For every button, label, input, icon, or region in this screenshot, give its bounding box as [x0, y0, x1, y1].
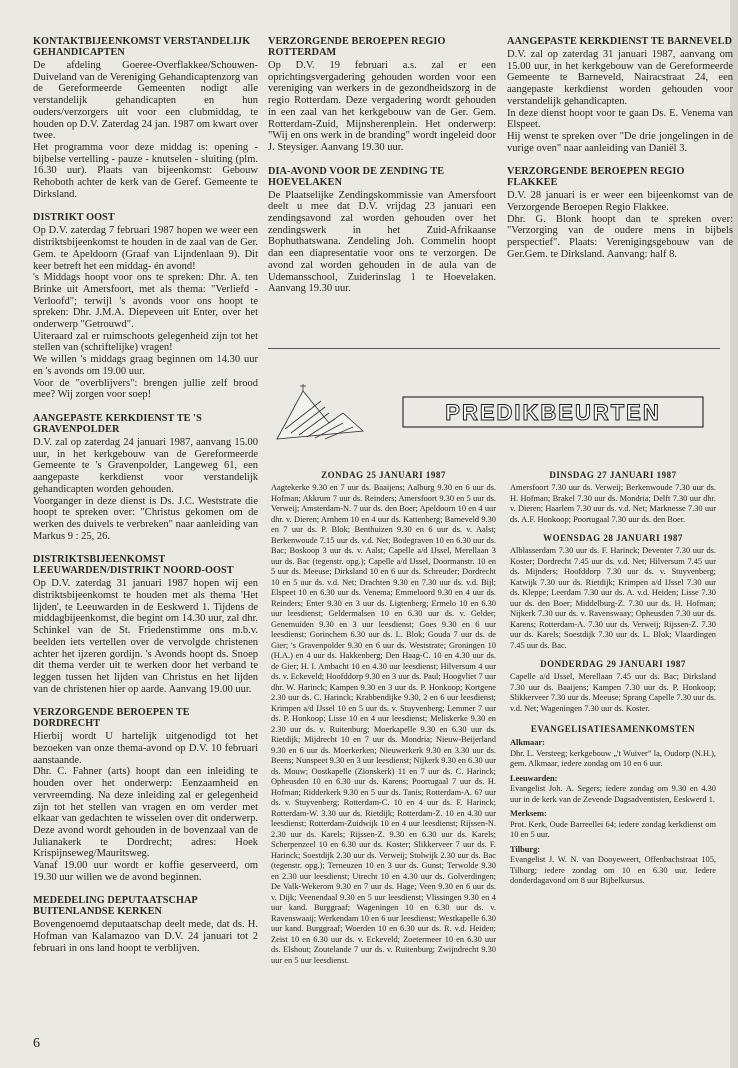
schedule-day — [510, 533, 716, 651]
schedule-day — [510, 659, 716, 714]
article-title: VERZORGENDE BEROEPEN TE DORDRECHT — [33, 707, 190, 730]
article — [507, 36, 733, 154]
church-illustration — [277, 384, 363, 439]
article-paragraph: 's Middags hoopt voor ons te spreken: Dhr. A. ten Brinke uit Amersfoort, met als thema: "Verliefd - Verloofd"; terwijl 's avonds voor ons hoopt te spreken: Dhr. J.M.A. Diepeveen uit Enter, over het onderwerp "Getrouwd". — [33, 272, 258, 331]
article — [268, 36, 496, 154]
article-title: MEDEDELING DEPUTAATSCHAP BUITENLANDSE KERKEN — [33, 895, 198, 918]
article-paragraph: Dhr. C. Fahner (arts) hoopt dan een inleiding te houden over het onderwerp: Eenzaamheid en vervreemding. Na deze inleiding zal er gelegenheid zijn tot het stellen van vragen en om verder met elkaar van gedachten te wisselen over dit onderwerp. Deze avond wordt gehouden in de bovenzaal van de Julianakerk te Dordrecht; adres: Hoek Krispijnseweg/Mauritsweg. — [33, 766, 258, 860]
schedule-right — [510, 470, 716, 889]
banner-title: PREDIKBEURTEN — [445, 400, 661, 425]
ev-text: Dhr. L. Versteeg; kerkgebouw „'t Wuiver” la, Oudorp (N.H.), gem. Alkmaar, iedere zondag om 10 en 6 uur. — [510, 748, 716, 768]
evangelisatie-title: EVANGELISATIESAMENKOMSTEN — [530, 724, 696, 734]
article — [33, 413, 258, 542]
article-paragraph: Bovengenoemd deputaatschap deelt mede, dat ds. H. Hofman van Kalamazoo van D.V. 24 januari tot 2 februari in ons land hoopt te verblijven. — [33, 919, 258, 954]
article — [33, 554, 258, 695]
column-right — [507, 36, 733, 273]
day-schedule: Alblasserdam 7.30 uur ds. F. Harinck; Deventer 7.30 uur ds. Koster; Dordrecht 7.45 uur ds. v.d. Net; Hilversum 7.45 uur ds. Mijnders; Hoofddorp 7.30 uur ds. v. Stuyvenberg; Katwijk 7.30 uur ds. Rietdijk; Krimpen a/d IJssel 7.30 uur ds. Kleppe; Leerdam 7.30 uur ds. A. v.d. Heiden; Lisse 7.30 uur ds. den Boer; Middelburg-Z. 7.30 uur ds. H. Hofman; Nijkerk 7.30 uur ds. v. Ravenswaay; Opheusden 7.30 uur ds. Karens; Rotterdam-A. 7.30 uur ds. Verweij; Rijssen-Z. 7.30 uur ds. Karels; Soestdijk 7.30 uur ds. L. Blok; Vlaardingen 7.45 uur ds. Bac. — [510, 546, 716, 650]
ev-place: Alkmaar: — [510, 738, 545, 747]
article-paragraph: D.V. zal op zaterdag 24 januari 1987, aanvang 15.00 uur, in het kerkgebouw van de Gereformeerde Gemeente te 's Gravenpolder, Langeweg 61, een aangepaste kerkdienst voor verstandelijk gehandicapten worden gehouden. — [33, 436, 258, 495]
day-heading: WOENSDAG 28 JANUARI 1987 — [543, 533, 683, 543]
day-schedule: Aagtekerke 9.30 en 7 uur ds. Baaijens; Aalburg 9.30 en 6 uur ds. Hofman; Akkrum 7 uur ds. Reinders; Amersfoort 9.30 en 5 uur ds. Verweij; Amsterdam-N. 7 uur ds. den Boer; Apeldoorn 10 en 4 uur dhr. v. Dieren; Arnhem 10 en 4 uur ds. Kattenberg; Barneveld 9.30 en 7 uur ds. P. Blok; Benthuizen 9.30 en 6 uur ds. v. Aalst; Berkenwoude 7.15 uur ds. v.d. Net; Bodegraven 10 en 6.30 uur ds. Bac; Boskoop 3 uur ds. v. Aalst; Capelle a/d IJssel, Merellaan 3 uur ds. Bac (tegenstr. opg.); Capelle a/d IJssel, Doormanstr. 10 en 5 uur ds. Meeuse; Dirksland 10 en 6 uur ds. Schreuder; Dordrecht 10 en 5 uur ds. v.d. Net; Drachten 9.30 en 7.30 uur ds. v.d. Bijl; Elspeet 10 en 6.30 uur ds. Venema; Emmeloord 9.30 en 4 uur ds. Reinders; Enter 9.30 en 3 uur ds. Ligtenberg; Ermelo 10 en 6.30 uur leesdienst; Geldermalsen 10 en 6.30 uur ds. v. Gelder; Genemuiden 9.30 en 3 uur leesdienst; Goes 9.30 en 6 uur leesdienst; Gorinchem 6.30 uur ds. L. Blok; Gouda 7 uur ds. de Gier; 's Gravenpolder 9.30 en 6 uur ds. Weststrate; Groningen 10 (H.A.) en 4 uur ds. Hakkenberg; Den Haag-C. 10 en 4.30 uur ds. de Gier; H. I. Ambacht 10 en 4.30 uur leesdienst; Hilversum 4 uur ds. v. Eckeveld; Hoofddorp 9.30 en 3 uur ds. Paul; Hoogvliet 7 uur dhr. W. Harinck; Kampen 9.30 en 3 uur ds. P. Honkoop; Kortgene 2.30 uur ds. C. Harinck; Krabbendijke 9.30, 2 en 6 uur leesdienst; Krimpen a/d IJssel 10 en 5 uur ds. v. Stuyvenberg; Lemmer 7 uur ds. P. Honkoop; Lisse 10 en 4 uur leesdienst; Meliskerke 9.30 en 2.30 uur ds. v. Ruitenburg; Moerkapelle 9.30 en 6.30 uur ds. Rietdijk; Mijdrecht 10 en 7 uur ds. Mondria; Nieuw-Beijerland 9.30 en 6 uur ds. Moerkerken; Nieuwerkerk 9.30 en 3.30 uur ds. Beens; Nunspeet 9.30 en 3 uur leesdienst; Nijkerk 9.30 en 6.30 uur ds. Mouw; Oostkapelle (Zionskerk) 11 en 7 uur ds. C. Harinck; Opheusden 10 en 6.30 uur ds. Karens; Poortugaal 7 uur ds. H. Hofman; Ridderkerk 9.30 en 5 uur ds. Tanis; Rotterdam-A. 6? uur ds. v. Stuyvenberg; Rotterdam-C. 10 en 4 uur ds. F. Harinck; Rotterdam-W. 3.30 uur ds. Rietdijk; Rotterdam-Z. 10 en 4.30 uur leesdienst; Rotterdam-Zuidwijk 10 en 4 uur leesdienst; Rijssen-N. 2.30 uur ds. Karels; Rijssen-Z. 9.30 en 6.30 uur ds. Karels; Scherpenzeel 10 en 6.30 uur ds. Koster; Slikkerveer 7 uur ds. F. Harinck; Soestdijk 2.30 uur ds. Verweij; Stolwijk 2.30 uur ds. Bac (tegenstr. opg.); Terneuzen 10 en 3 uur ds. Gunst; Terwolde 9.30 en 2.30 uur leesdienst; Utrecht 10 en 4.30 uur ds. Golverdingen; De Valk-Wekerom 9.30 en 7 uur ds. Hage; Veen 9.30 en 6 uur ds. v. Dijk; Veenendaal 9.30 en 5 uur leesdienst; Vlissingen 9.30 en 4 uur kand. Burggraaf; Wageningen 10 en 6.30 uur ds. v. Ravenswaaij; Werkendam 10 en 6 uur leesdienst; Westkapelle 6.30 uur kand. Burggraaf; Woerden 10 en 6.30 uur ds. R. v.d. Heiden; Zeist 10 en 6.30 uur ds. v. Eckeveld; Zoetermeer 10 en 6.30 uur ds. Elshout; Zoutelande 7 uur ds. v. Ruitenburg; Zwijndrecht 9.30 uur en 5 uur leesdienst. — [271, 483, 496, 965]
schedule-day — [271, 470, 496, 966]
article — [33, 36, 258, 200]
article-paragraph: Dhr. G. Blonk hoopt dan te spreken over: "Verzorging van de oudere mens in bijbels perspectief". Plaats: Verenigingsgebouw van de Ger.Gem. te Dirksland. Aanvang: half 8. — [507, 213, 733, 260]
evangelisatie-section — [510, 724, 716, 887]
schedule-day — [510, 470, 716, 525]
schedule-left — [271, 470, 496, 974]
day-heading: ZONDAG 25 JANUARI 1987 — [321, 470, 446, 480]
day-schedule: Capelle a/d IJssel, Merellaan 7.45 uur ds. Bac; Dirksland 7.30 uur ds. Baaijens; Kampen 7.30 uur ds. P. Honkoop; Slikkerveer 7.30 uur ds. Meeuse; Sprang Capelle 7.30 uur ds. v.d. Net; Wageningen 7.30 uur ds. Koster. — [510, 672, 716, 713]
article-paragraph: In deze dienst hoopt voor te gaan Ds. E. Venema van Elspeet. — [507, 107, 733, 131]
ev-text: Evangelist Joh. A. Segers; iedere zondag om 9.30 en 4.30 uur in de kerk van de Zevende Dagsadventisten, Eeskwerd 1. — [510, 784, 716, 804]
article-paragraph: Voor de "overblijvers": brengen jullie zelf brood mee? Wij zorgen voor soep! — [33, 377, 258, 401]
column-middle — [268, 36, 496, 307]
article-title: KONTAKTBIJEENKOMST VERSTANDELIJK GEHANDICAPTEN — [33, 36, 251, 58]
article-paragraph: Uiteraard zal er ruimschoots gelegenheid zijn tot het stellen van (schriftelijke) vragen! — [33, 330, 258, 354]
article-paragraph: De afdeling Goeree-Overflakkee/Schouwen-Duiveland van de Vereniging Gehandicaptenzorg van de Gereformeerde Gemeenten nodigt alle verstandelijk gehandicapten en hun ouders/verzorgers uit voor een clubmiddag, te houden op D.V. Zaterdag 24 jan. 1987 om kwart over twee. — [33, 60, 258, 142]
article — [268, 166, 496, 295]
article — [33, 212, 258, 401]
article-paragraph: Hij wenst te spreken over "De drie jongelingen in de vurige oven" naar aanleiding van Daniël 3. — [507, 130, 733, 154]
day-heading: DINSDAG 27 JANUARI 1987 — [549, 470, 677, 480]
ev-text: Prot. Kerk, Oude Barreellei 64; iedere zondag kerkdienst om 10 en 5 uur. — [510, 819, 716, 839]
column-left — [33, 36, 258, 967]
article-title: DISTRIKT OOST — [33, 212, 115, 224]
article-paragraph: Op D.V. 19 februari a.s. zal er een oprichtingsvergadering gehouden worden voor een vereniging van werkers in de gezondheidszorg in de regio Rotterdam. Deze vergadering wordt gehouden in een zaal van het kerkgebouw van de Ger. Gem. Rotterdam-Zuid, Mijnsherenplein. Het onderwerp: "Wij en ons werk in de branding" wordt ingeleid door J. Steysiger. Aanvang 19.30 uur. — [268, 60, 496, 153]
article-title: AANGEPASTE KERKDIENST TE BARNEVELD — [507, 36, 733, 47]
article — [33, 895, 258, 954]
article-paragraph: De Plaatselijke Zendingskommissie van Amersfoort deelt u mee dat D.V. vrijdag 23 januari een zendingsavond zal worden gehouden over het zendingswerk in het Zuid-Afrikaanse Bophuthatswana. Zendeling Joh. Commelin hoopt dan een diapresentatie voor ons te verzorgen. De avond zal worden gehouden in de aula van de Udemansschool, Zuiderinslag 1 te Hoevelaken. Aanvang 19.30 uur. — [268, 189, 496, 295]
article-title: DISTRIKTSBIJEENKOMST LEEUWARDEN/DISTRIKT NOORD-OOST — [33, 554, 234, 577]
article — [33, 707, 258, 883]
article-title: AANGEPASTE KERKDIENST TE 'S GRAVENPOLDER — [33, 412, 202, 435]
article-title: DIA-AVOND VOOR DE ZENDING TE HOEVELAKEN — [268, 165, 445, 188]
article — [507, 166, 733, 260]
section-divider — [268, 348, 720, 349]
article-paragraph: Hierbij wordt U hartelijk uitgenodigd tot het bezoeken van onze thema-avond op D.V. 10 februari aanstaande. — [33, 731, 258, 766]
article-paragraph: D.V. 28 januari is er weer een bijeenkomst van de Verzorgende Beroepen Regio Flakkee. — [507, 190, 733, 214]
ev-place: Merksem: — [510, 809, 547, 818]
article-title: VERZORGENDE BEROEPEN REGIO FLAKKEE — [507, 166, 685, 189]
article-paragraph: Vanaf 19.00 uur wordt er koffie geserveerd, om 19.30 uur willen we de avond beginnen. — [33, 860, 258, 883]
article-paragraph: Het programma voor deze middag is: opening - bijbelse vertelling - pauze - knutselen - sluiting (plm. 16.30 uur). Plaats van bijeenkomst: Gebouw Rehoboth achter de kerk van de Geref. Gemeente te Dirksland. — [33, 141, 258, 200]
ev-place: Tilburg: — [510, 844, 541, 854]
page-number: 6 — [33, 1036, 40, 1051]
day-schedule: Amersfoort 7.30 uur ds. Verweij; Berkenwoude 7.30 uur ds. H. Hofman; Brakel 7.30 uur ds. Mondria; Delft 7.30 uur dhr. v. Dieren; Haarlem 7.30 uur ds. v.d. Net; Marknesse 7.30 uur ds. A.F. Honkoop; Poortugaal 7.30 uur ds. den Boer. — [510, 483, 716, 524]
day-heading: DONDERDAG 29 JANUARI 1987 — [540, 659, 686, 669]
predikbeurten-banner — [273, 383, 718, 443]
article-paragraph: Voorganger in deze dienst is Ds. J.C. Weststrate die hoopt te spreken over: "Christus gekomen om de werken des duivels te verbreken" naar aanleiding van Markus 9 : 25, 26. — [33, 495, 258, 542]
article-paragraph: D.V. zal op zaterdag 31 januari 1987, aanvang om 15.00 uur, in het kerkgebouw van de Gereformeerde Gemeente te Barneveld, Nairacstraat 24, een aangepaste kerkdienst worden gehouden voor verstandelijk gehandicapten. — [507, 49, 733, 107]
ev-place: Leeuwarden: — [510, 773, 558, 783]
article-paragraph: Op D.V. zaterdag 31 januari 1987 hopen wij een distriktsbijeenkomst te houden met als thema 'Het lijden', te Leeuwarden in de Eeskwerd 1. Tijdens de middagbijeenkomst, die begint om 14.30 uur, zal dhr. Schinkel van de St. Friedenstimme ons m.b.v. beelden iets vertellen over de vervolgde christenen achter het ijzeren gordijn. 's Avonds hoopt ds. Snoep dit thema verder uit te werken door het verband te leggen tussen het lijden van Christus en het lijden van de christenen hier op aarde. Aanvang 19.00 uur. — [33, 578, 258, 695]
article-paragraph: Op D.V. zaterdag 7 februari 1987 hopen we weer een distriktsbijeenkomst te houden in de zaal van de Ger. Gem. te Apeldoorn (Graaf van Lijndenlaan 9). Dit keer betreft het een middag- én avond! — [33, 225, 258, 272]
article-title: VERZORGENDE BEROEPEN REGIO ROTTERDAM — [268, 36, 446, 58]
ev-text: Evangelist J. W. N. van Dooyeweert, Offenbachstraat 105, Tilburg; iedere zondag om 10 en 6.30 uur. Iedere donderdagavond om 8 uur Bijbelkursus. — [510, 855, 716, 885]
article-paragraph: We willen 's middags graag beginnen om 14.30 uur en 's avonds om 19.00 uur. — [33, 354, 258, 377]
